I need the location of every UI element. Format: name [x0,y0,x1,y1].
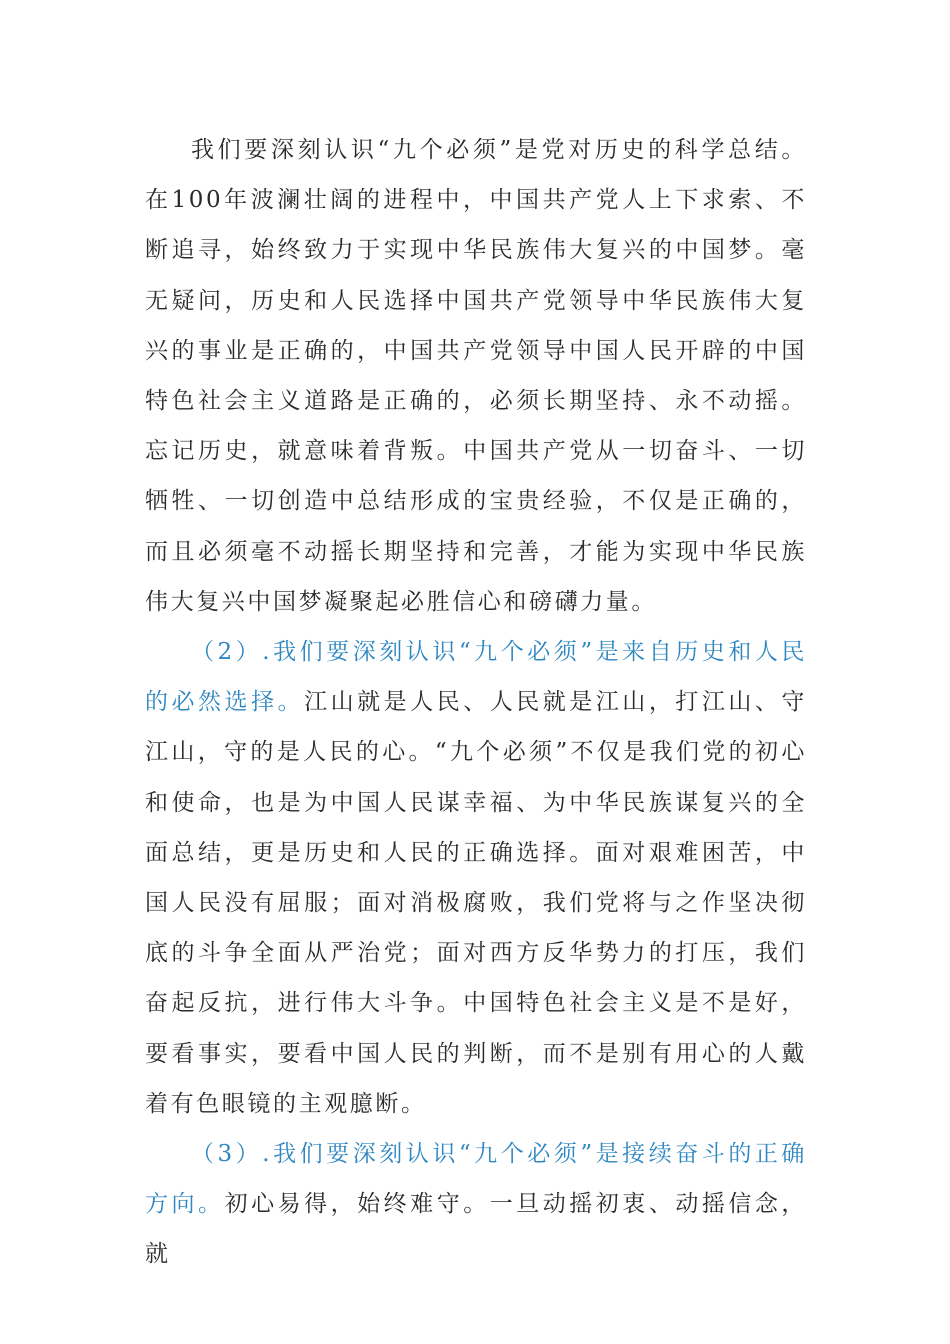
paragraph-2-heading: （2）.我们要深刻认识“九个必须”是来自历史和人民的必然选择。 [145,639,807,716]
paragraph-3-body: 初心易得，始终难守。一旦动摇初衷、动摇信念，就 [145,1191,807,1268]
paragraph-2-body: 江山就是人民、人民就是江山，打江山、守江山，守的是人民的心。“九个必须”不仅是我们党的初心和使命，也是为中国人民谋幸福、为中华民族谋复兴的全面总结，更是历史和人民的正确选择。面对艰难困苦，中国人民没有屈服；面对消极腐败，我们党将与之作坚决彻底的斗争全面从严治党；面对西方反华势力的打压，我们奋起反抗，进行伟大斗争。中国特色社会主义是不是好，要看事实，要看中国人民的判断，而不是别有用心的人戴着有色眼镜的主观臆断。 [145,689,807,1117]
document-page [145,125,807,1280]
paragraph-3 [145,1129,807,1280]
paragraph-1 [145,125,807,627]
paragraph-2 [145,627,807,1129]
paragraph-3-heading: （3）.我们要深刻认识“九个必须”是接续奋斗的正确方向。 [145,1141,807,1218]
paragraph-1-body: 我们要深刻认识“九个必须”是党对历史的科学总结。在100年波澜壮阔的进程中，中国共产党人上下求索、不断追寻，始终致力于实现中华民族伟大复兴的中国梦。毫无疑问，历史和人民选择中国共产党领导中华民族伟大复兴的事业是正确的，中国共产党领导中国人民开辟的中国特色社会主义道路是正确的，必须长期坚持、永不动摇。忘记历史，就意味着背叛。中国共产党从一切奋斗、一切牺牲、一切创造中总结形成的宝贵经验，不仅是正确的，而且必须毫不动摇长期坚持和完善，才能为实现中华民族伟大复兴中国梦凝聚起必胜信心和磅礴力量。 [145,137,807,615]
